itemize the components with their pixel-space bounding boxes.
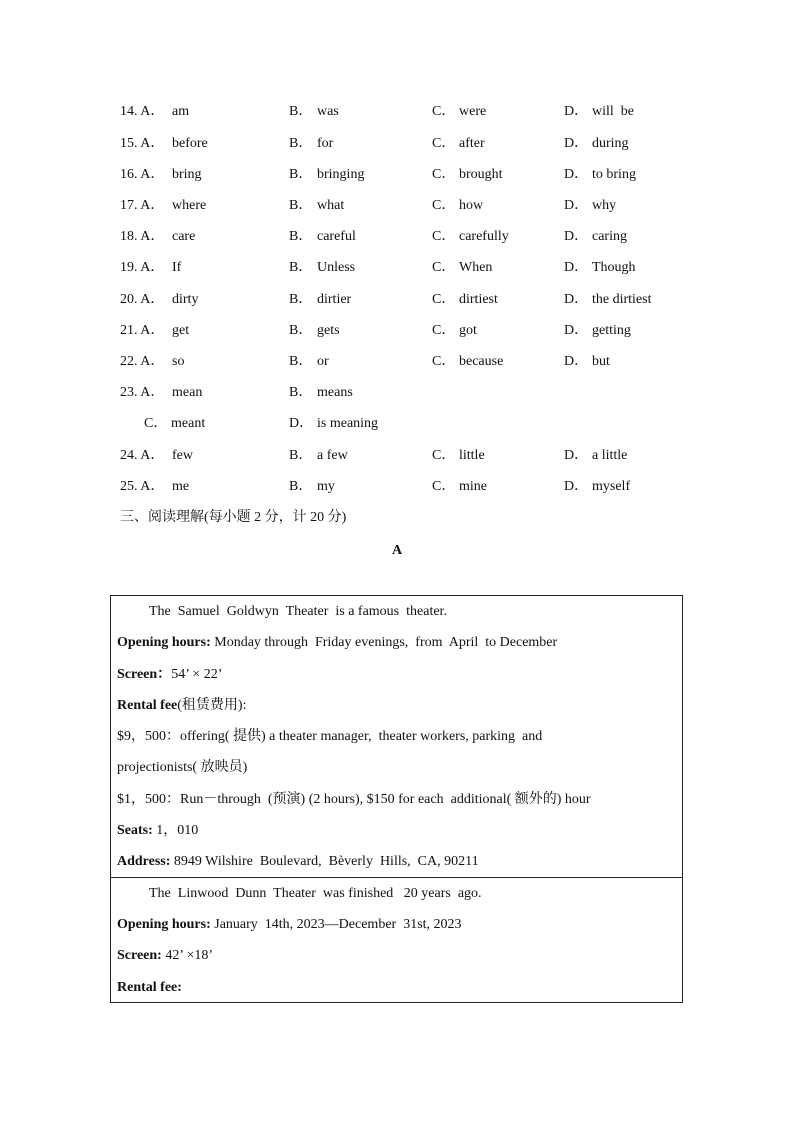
question-number: 17. A． bbox=[120, 198, 165, 213]
option-d-label: D． bbox=[564, 198, 589, 213]
fee-line: projectionists( 放映员) bbox=[117, 760, 248, 775]
address-label: Address: bbox=[117, 854, 171, 869]
option-b: means bbox=[317, 385, 353, 400]
option-c-label: C． bbox=[432, 104, 456, 119]
question-row bbox=[0, 477, 631, 497]
option-c: little bbox=[459, 448, 485, 463]
question-row bbox=[0, 102, 634, 122]
theater-intro: The Linwood Dunn Theater was finished 20 years ago. bbox=[149, 886, 482, 901]
question-number: 15. A． bbox=[120, 136, 165, 151]
option-a: me bbox=[172, 479, 190, 494]
option-c-label: C． bbox=[432, 136, 456, 151]
option-d: getting bbox=[592, 323, 631, 338]
opening-hours-value: January 14th, 2023—December 31st, 2023 bbox=[210, 917, 462, 932]
option-c-label: C． bbox=[432, 292, 456, 307]
option-c-label: C． bbox=[432, 448, 456, 463]
question-row bbox=[0, 258, 636, 278]
option-d-label: D． bbox=[564, 260, 589, 275]
theater-intro: The Samuel Goldwyn Theater is a famous theater. bbox=[149, 604, 447, 619]
option-d-label: D． bbox=[564, 448, 589, 463]
opening-hours-label: Opening hours: bbox=[117, 635, 211, 650]
option-c-label: C． bbox=[432, 229, 456, 244]
option-b: was bbox=[317, 104, 339, 119]
option-d: caring bbox=[592, 229, 627, 244]
theater-info-box-2 bbox=[110, 877, 683, 1003]
option-c: brought bbox=[459, 167, 503, 182]
option-b: what bbox=[317, 198, 345, 213]
question-number: 22. A． bbox=[120, 354, 165, 369]
option-d-label: D． bbox=[289, 416, 314, 431]
option-d: why bbox=[592, 198, 617, 213]
question-row bbox=[0, 446, 628, 466]
passage-label: A bbox=[391, 543, 403, 558]
option-c: because bbox=[459, 354, 504, 369]
question-number: 24. A． bbox=[120, 448, 165, 463]
option-d: but bbox=[592, 354, 610, 369]
option-a: dirty bbox=[172, 292, 199, 307]
question-number: 23. A． bbox=[120, 385, 165, 400]
screen-label: Screen: bbox=[117, 948, 162, 963]
option-a: before bbox=[172, 136, 208, 151]
seats-value: 1，010 bbox=[152, 823, 199, 838]
opening-hours-value: Monday through Friday evenings, from April to December bbox=[210, 635, 558, 650]
option-c: got bbox=[459, 323, 477, 338]
option-b: dirtier bbox=[317, 292, 352, 307]
option-d: a little bbox=[592, 448, 628, 463]
question-row bbox=[0, 321, 631, 341]
option-a: get bbox=[172, 323, 190, 338]
question-number: 14. A． bbox=[120, 104, 165, 119]
question-row bbox=[0, 134, 629, 154]
option-d-label: D． bbox=[564, 354, 589, 369]
fee-line: $9，500：offering( 提供) a theater manager, theater workers, parking and bbox=[117, 729, 543, 744]
option-c: When bbox=[459, 260, 493, 275]
option-b-label: B． bbox=[289, 479, 313, 494]
option-c: dirtiest bbox=[459, 292, 498, 307]
option-a: bring bbox=[172, 167, 202, 182]
option-b: my bbox=[317, 479, 335, 494]
screen-size bbox=[117, 946, 213, 966]
question-row bbox=[0, 227, 627, 247]
question-number: 25. A． bbox=[120, 479, 165, 494]
option-c-label: C． bbox=[432, 323, 456, 338]
option-a: care bbox=[172, 229, 196, 244]
question-row bbox=[0, 290, 652, 310]
option-c: carefully bbox=[459, 229, 509, 244]
option-c: meant bbox=[171, 416, 206, 431]
screen-value: 54’ × 22’ bbox=[171, 667, 223, 682]
section-heading: 三、阅读理解(每小题 2 分，计 20 分) bbox=[120, 510, 347, 525]
question-row bbox=[0, 352, 610, 372]
option-d: will be bbox=[592, 104, 634, 119]
fee-line: $1，500：Run－through (预演) (2 hours), $150 for each additional( 额外的) hour bbox=[117, 792, 591, 807]
option-d-label: D． bbox=[564, 292, 589, 307]
option-c-label: C． bbox=[432, 354, 456, 369]
option-c-label: C． bbox=[432, 479, 456, 494]
option-b: careful bbox=[317, 229, 356, 244]
screen-size bbox=[117, 665, 222, 685]
option-b: bringing bbox=[317, 167, 365, 182]
option-c-label: C． bbox=[432, 167, 456, 182]
question-number: 18. A． bbox=[120, 229, 165, 244]
question-number: 16. A． bbox=[120, 167, 165, 182]
option-b: or bbox=[317, 354, 329, 369]
option-a: am bbox=[172, 104, 190, 119]
rental-fee-label: Rental fee: bbox=[117, 980, 182, 995]
option-d: Though bbox=[592, 260, 636, 275]
question-number: 20. A． bbox=[120, 292, 165, 307]
option-c: were bbox=[459, 104, 487, 119]
question-row bbox=[0, 383, 353, 403]
question-row bbox=[0, 165, 636, 185]
option-d: is meaning bbox=[317, 416, 379, 431]
rental-fee bbox=[117, 696, 246, 716]
option-a: where bbox=[172, 198, 207, 213]
option-b-label: B． bbox=[289, 323, 313, 338]
option-c: after bbox=[459, 136, 485, 151]
option-d-label: D． bbox=[564, 167, 589, 182]
option-d-label: D． bbox=[564, 229, 589, 244]
option-a: few bbox=[172, 448, 193, 463]
option-b: a few bbox=[317, 448, 348, 463]
opening-hours-label: Opening hours: bbox=[117, 917, 211, 932]
option-b-label: B． bbox=[289, 136, 313, 151]
address-value: 8949 Wilshire Boulevard, Bèverly Hills, CA, 90211 bbox=[170, 854, 479, 869]
option-a: mean bbox=[172, 385, 203, 400]
option-b-label: B． bbox=[289, 448, 313, 463]
rental-fee-label: Rental fee bbox=[117, 698, 178, 713]
option-d-label: D． bbox=[564, 104, 589, 119]
option-d-label: D． bbox=[564, 136, 589, 151]
option-c-label: C． bbox=[144, 416, 168, 431]
seats-label: Seats: bbox=[117, 823, 153, 838]
rental-fee bbox=[117, 978, 182, 998]
option-b: Unless bbox=[317, 260, 356, 275]
option-c: mine bbox=[459, 479, 487, 494]
opening-hours bbox=[117, 915, 462, 935]
screen-label: Screen： bbox=[117, 667, 172, 682]
screen-value: 42’ ×18’ bbox=[161, 948, 214, 963]
option-d: to bring bbox=[592, 167, 636, 182]
address bbox=[117, 852, 479, 872]
option-a: If bbox=[172, 260, 182, 275]
option-b-label: B． bbox=[289, 385, 313, 400]
seats bbox=[117, 821, 198, 841]
option-b-label: B． bbox=[289, 229, 313, 244]
question-row-continued bbox=[0, 414, 379, 434]
option-d: during bbox=[592, 136, 629, 151]
option-c: how bbox=[459, 198, 484, 213]
theater-info-box-1 bbox=[110, 595, 683, 878]
question-number: 19. A． bbox=[120, 260, 165, 275]
option-b-label: B． bbox=[289, 198, 313, 213]
option-b-label: B． bbox=[289, 354, 313, 369]
question-row bbox=[0, 196, 617, 216]
option-b: gets bbox=[317, 323, 340, 338]
question-number: 21. A． bbox=[120, 323, 165, 338]
option-b-label: B． bbox=[289, 104, 313, 119]
option-b: for bbox=[317, 136, 334, 151]
option-b-label: B． bbox=[289, 260, 313, 275]
option-d: the dirtiest bbox=[592, 292, 652, 307]
rental-fee-note: (租赁费用): bbox=[177, 698, 247, 713]
option-d-label: D． bbox=[564, 323, 589, 338]
option-b-label: B． bbox=[289, 167, 313, 182]
option-b-label: B． bbox=[289, 292, 313, 307]
option-c-label: C． bbox=[432, 198, 456, 213]
option-d: myself bbox=[592, 479, 631, 494]
option-d-label: D． bbox=[564, 479, 589, 494]
opening-hours bbox=[117, 633, 557, 653]
option-a: so bbox=[172, 354, 185, 369]
option-c-label: C． bbox=[432, 260, 456, 275]
